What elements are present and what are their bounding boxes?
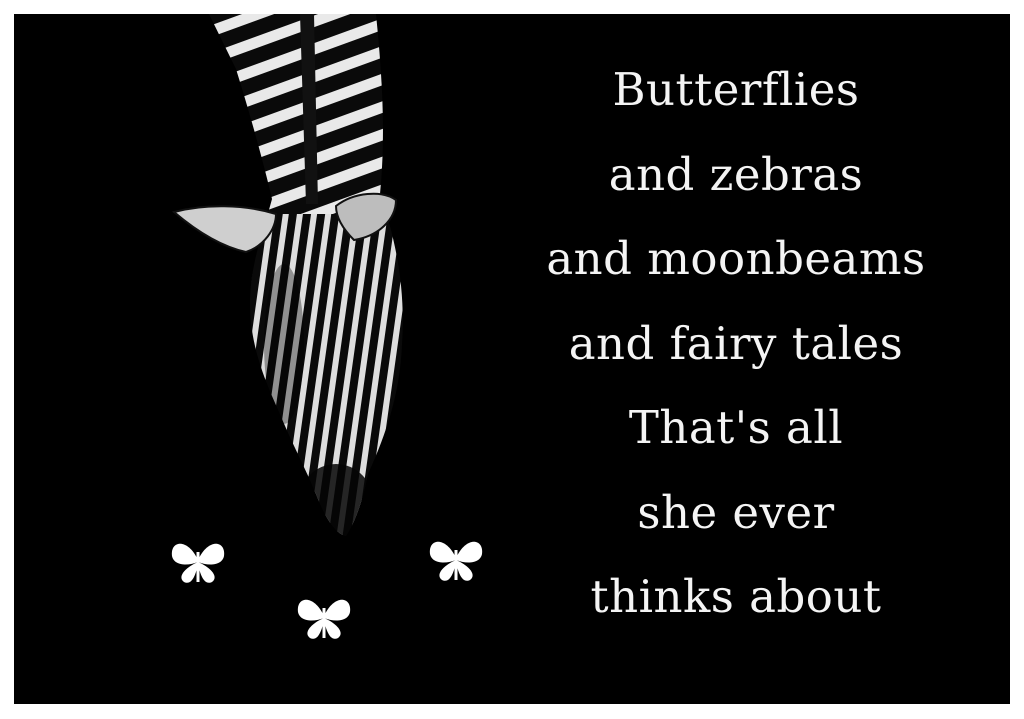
poem-line: she ever xyxy=(637,485,835,539)
poem-line: That's all xyxy=(628,401,844,454)
butterfly-icon xyxy=(172,544,224,583)
poem-line: and zebras xyxy=(608,147,864,201)
poem-line: thinks about xyxy=(590,570,882,623)
butterfly-icon xyxy=(430,542,482,581)
butterfly-icon xyxy=(298,600,350,639)
quote-card xyxy=(14,14,1010,704)
poem-line: Butterflies xyxy=(612,63,860,116)
poem-text xyxy=(526,48,946,640)
poem-line: and fairy tales xyxy=(568,316,904,370)
poem-line: and moonbeams xyxy=(546,232,926,285)
zebra-head-icon xyxy=(164,14,444,554)
